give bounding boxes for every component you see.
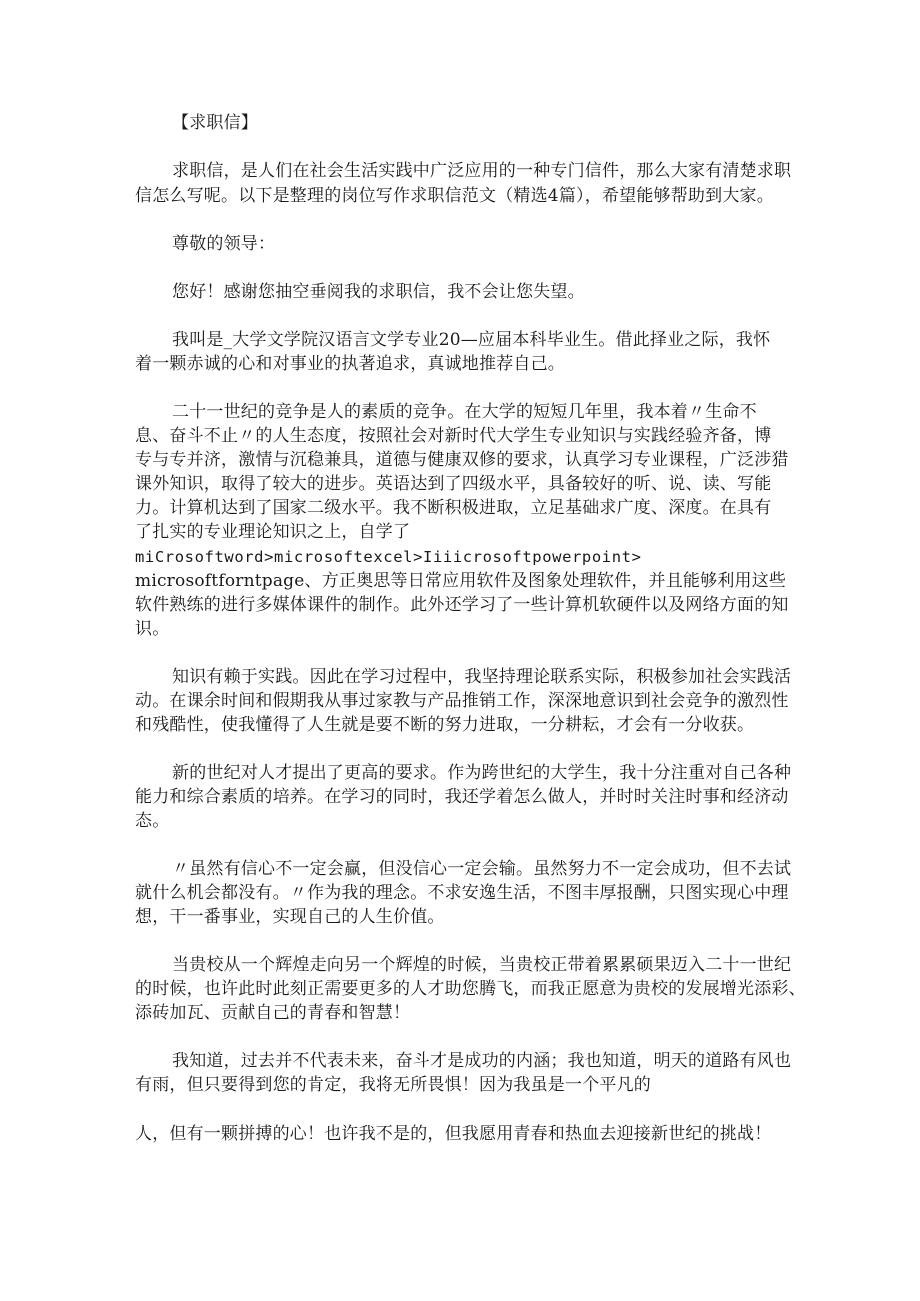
text-line: 有雨，但只要得到您的肯定，我将无所畏惧！因为我虽是一个平凡的 <box>135 1075 651 1095</box>
text-line: 知识有赖于实践。因此在学习过程中，我坚持理论联系实际，积极参加社会实践活 <box>172 667 792 687</box>
text-line: 和残酷性，使我懂得了人生就是要不断的努力进取，一分耕耘，才会有一分收获。 <box>135 715 755 735</box>
text-line: 态。 <box>135 811 170 831</box>
text-line: 专与专并济，激情与沉稳兼具，道德与健康双修的要求，认真学习专业课程，广泛涉猎 <box>135 450 789 470</box>
text-line: 的时候，也许此时此刻正需要更多的人才助您腾飞，而我正愿意为贵校的发展增光添彩、 <box>135 979 806 999</box>
text-line: 当贵校从一个辉煌走向另一个辉煌的时候，当贵校正带着累累硕果迈入二十一世纪 <box>172 955 792 975</box>
text-line: 我知道，过去并不代表未来，奋斗才是成功的内涵；我也知道，明天的道路有风也 <box>172 1051 792 1071</box>
text-line: 想，干一番事业，实现自己的人生价值。 <box>135 907 445 927</box>
text-line: 能力和综合素质的培养。在学习的同时，我还学着怎么做人，并时时关注时事和经济动 <box>135 787 789 807</box>
text-line: 就什么机会都没有。〃作为我的理念。不求安逸生活，不图丰厚报酬，只图实现心中理 <box>135 883 789 903</box>
greeting-line: 您好！感谢您抽空垂阅我的求职信，我不会让您失望。 <box>172 282 585 302</box>
text-line: 我叫是_大学文学院汉语言文学专业20—应届本科毕业生。借此择业之际，我怀 <box>172 330 771 350</box>
document-title: 【求职信】 <box>172 113 258 133</box>
text-line: 信怎么写呢。以下是整理的岗位写作求职信范文（精选4篇），希望能够帮助到大家。 <box>135 186 774 206</box>
text-line: 二十一世纪的竞争是人的素质的竞争。在大学的短短几年里，我本着〃生命不 <box>172 402 757 422</box>
text-line: 添砖加瓦、贡献自己的青春和智慧！ <box>135 1003 411 1023</box>
text-line: 课外知识，取得了较大的进步。英语达到了四级水平，具备较好的听、说、读、写能 <box>135 474 772 494</box>
text-line: 求职信，是人们在社会生活实践中广泛应用的一种专门信件，那么大家有清楚求职 <box>172 161 792 181</box>
salutation: 尊敬的领导： <box>172 234 276 254</box>
text-line: 着一颗赤诚的心和对事业的执著追求，真诚地推荐自己。 <box>135 354 565 374</box>
text-line: 息、奋斗不止〃的人生态度，按照社会对新时代大学生专业知识与实践经验齐备，博 <box>135 426 772 446</box>
text-line: 人，但有一颗拼搏的心！也许我不是的，但我愿用青春和热血去迎接新世纪的挑战！ <box>135 1124 772 1144</box>
text-line: 识。 <box>135 619 170 639</box>
text-line: 力。计算机达到了国家二级水平。我不断积极进取，立足基础求广度、深度。在具有 <box>135 498 772 518</box>
text-line: microsoftforntpage、方正奥思等日常应用软件及图象处理软件，并且能够利用这些 <box>135 571 787 591</box>
software-line: miCrosoftword>microsoftexcel>Iiiicrosoftpowerpoint> <box>135 548 642 566</box>
text-line: 〃虽然有信心不一定会赢，但没信心一定会输。虽然努力不一定会成功，但不去试 <box>172 859 792 879</box>
text-line: 新的世纪对人才提出了更高的要求。作为跨世纪的大学生，我十分注重对自己各种 <box>172 763 792 783</box>
text-line: 了扎实的专业理论知识之上，自学了 <box>135 522 411 542</box>
text-line: 动。在课余时间和假期我从事过家教与产品推销工作，深深地意识到社会竞争的激烈性 <box>135 691 789 711</box>
text-line: 软件熟练的进行多媒体课件的制作。此外还学习了一些计算机软硬件以及网络方面的知 <box>135 595 789 615</box>
